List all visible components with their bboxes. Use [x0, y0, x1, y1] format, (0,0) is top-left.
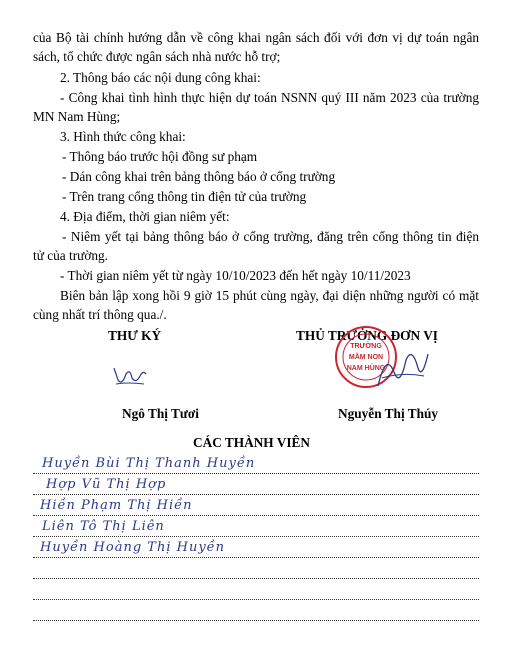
member-line — [33, 620, 479, 621]
paragraph-line: - Niêm yết tại bảng thông báo ở cổng trường, đăng trên cổng thông tin điện — [62, 229, 479, 244]
paragraph-line: sách, tổ chức được ngân sách nhà nước hỗ trợ; — [33, 49, 281, 64]
head-name: Nguyễn Thị Thúy — [338, 406, 439, 421]
member-line — [33, 473, 479, 474]
paragraph-line: cùng nhất trí thông qua./. — [33, 307, 167, 322]
member-signature: Huyền Hoàng Thị Huyền — [40, 540, 226, 555]
member-line — [33, 578, 479, 579]
paragraph-line: - Thời gian niêm yết từ ngày 10/10/2023 đến hết ngày 10/11/2023 — [60, 268, 411, 283]
paragraph-line: tử của trường. — [33, 248, 108, 263]
member-signature: Huyền Bùi Thị Thanh Huyền — [42, 456, 256, 471]
member-line — [33, 536, 479, 537]
list-item: - Trên trang cổng thông tin điện tử của trường — [62, 189, 307, 204]
member-signature: Hợp Vũ Thị Hợp — [46, 477, 167, 492]
member-line — [33, 557, 479, 558]
member-line — [33, 599, 479, 600]
member-signature: Hiền Phạm Thị Hiền — [40, 498, 193, 513]
secretary-name: Ngô Thị Tươi — [122, 406, 199, 421]
list-item: - Thông báo trước hội đồng sư phạm — [62, 149, 258, 164]
section-heading: 3. Hình thức công khai: — [60, 129, 186, 144]
seal-line-1: TRƯỜNG — [350, 343, 382, 350]
secretary-title: THƯ KÝ — [108, 328, 162, 343]
paragraph-line: - Công khai tình hình thực hiện dự toán NSNN quý III năm 2023 của trường — [60, 90, 479, 105]
seal-line-2: MẦM NON — [348, 354, 384, 361]
members-title: CÁC THÀNH VIÊN — [193, 435, 310, 450]
paragraph-line: Biên bản lập xong hồi 9 giờ 15 phút cùng ngày, đại diện những người có mặt — [60, 288, 479, 303]
list-item: - Dán công khai trên bảng thông báo ở cổng trường — [62, 169, 336, 184]
member-line — [33, 494, 479, 495]
head-title: THỦ TRƯỞNG ĐƠN VỊ — [296, 328, 438, 343]
member-line — [33, 515, 479, 516]
paragraph-line: MN Nam Hùng; — [33, 109, 121, 124]
section-heading: 4. Địa điểm, thời gian niêm yết: — [60, 209, 230, 224]
seal-line-3: NAM HÙNG — [346, 365, 386, 372]
paragraph-line: của Bộ tài chính hướng dẫn về công khai ngân sách đối với đơn vị dự toán ngân — [33, 30, 479, 45]
member-signature: Liên Tô Thị Liên — [42, 519, 165, 534]
secretary-signature — [110, 362, 150, 390]
head-signature — [372, 342, 432, 394]
section-heading: 2. Thông báo các nội dung công khai: — [60, 70, 261, 85]
